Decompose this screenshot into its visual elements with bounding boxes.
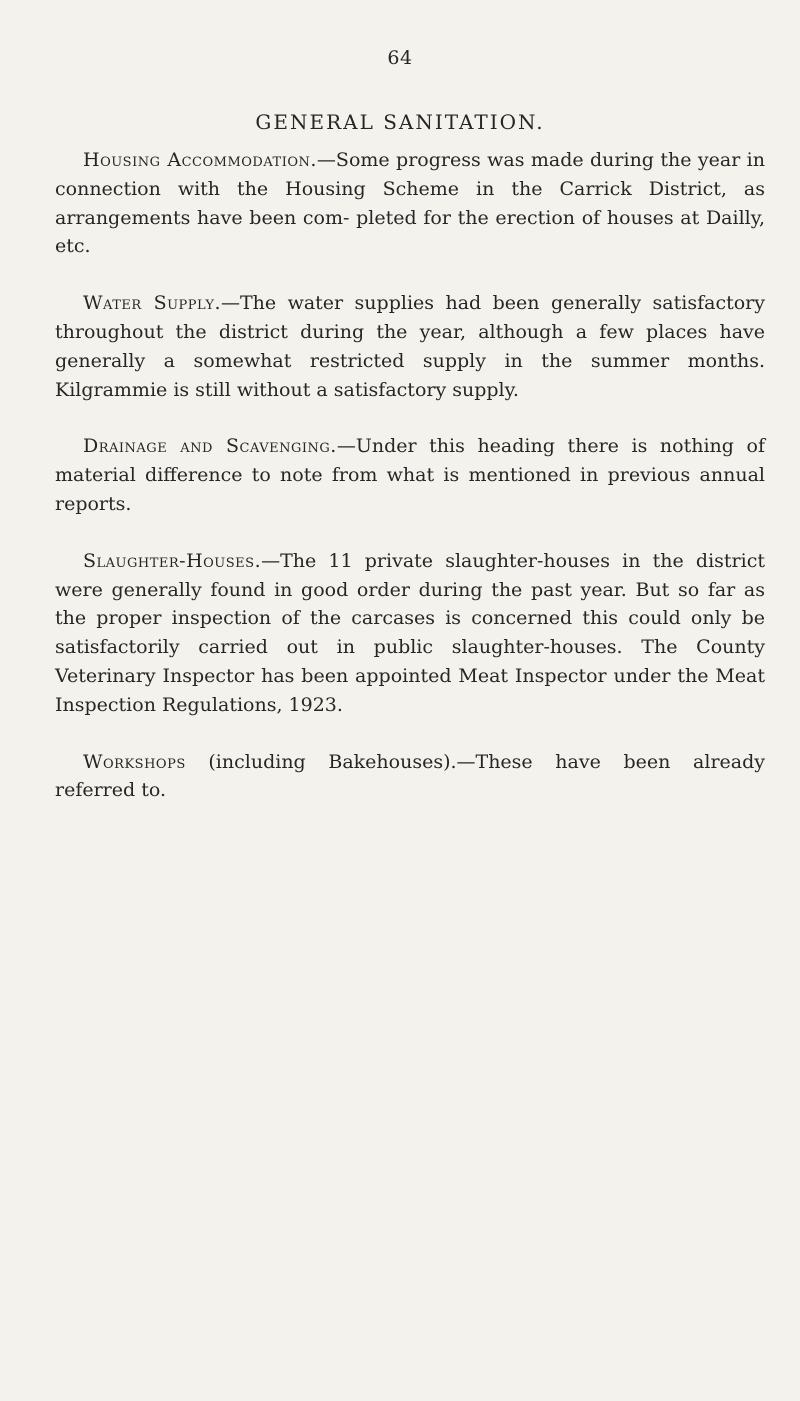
text-workshops: (including Bakehouses).—These have been already referred to. (55, 750, 765, 802)
paragraph-workshops (55, 748, 765, 806)
heading-housing: Housing Accommodation. (83, 149, 317, 171)
page-number: 64 (387, 47, 413, 69)
paragraph-water-supply (55, 289, 765, 404)
paragraph-slaughter-houses (55, 547, 765, 720)
heading-slaughter-houses: Slaughter-Houses. (83, 549, 262, 572)
paragraph-drainage (55, 432, 765, 518)
page-title: GENERAL SANITATION. (255, 110, 545, 134)
paragraph-housing (55, 146, 765, 261)
body-text (55, 146, 765, 833)
heading-drainage: Drainage and Scavenging. (83, 435, 337, 458)
text-housing: —Some progress was made during the year in connection with the Housing Scheme in the Carrick District, as arrangements have been com- pleted for the erection of houses at Dailly, etc. (55, 149, 765, 258)
heading-workshops: Workshops (83, 750, 186, 773)
text-slaughter-houses: —The 11 private slaughter-houses in the district were generally found in good order during the past year. But so far as the proper inspection of the carcases is concerned this could only be satisfactorily carried out in public slaughter-houses. The County Veterinary Inspector has been appointed Meat Inspector under the Meat Inspection Regulations, 1923. (55, 549, 765, 716)
text-water-supply: —The water supplies had been generally satisfactory throughout the district during the year, although a few places have generally a somewhat restricted supply in the summer months. Kilgrammie is still without a satisfactory supply. (55, 292, 765, 401)
heading-water-supply: Water Supply. (83, 292, 221, 315)
text-drainage: —Under this heading there is nothing of material difference to note from what is mentioned in previous annual reports. (55, 435, 765, 515)
